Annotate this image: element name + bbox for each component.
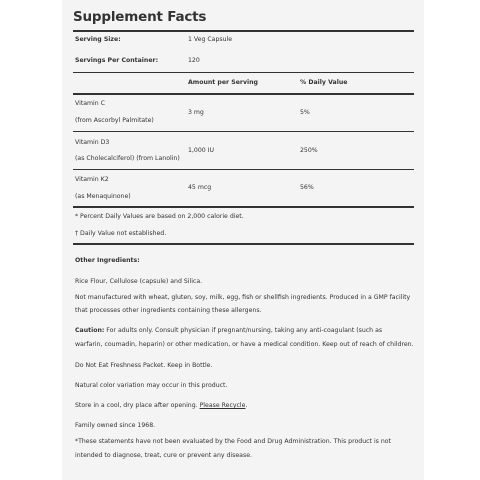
nutrient-amount: 3 mg [188, 109, 204, 116]
nutrient-divider [73, 169, 414, 170]
nutrient-daily-value: 250% [300, 147, 318, 154]
allergen-statement-line1: Not manufactured with wheat, gluten, soy, milk, egg, fish or shellfish ingredients. Produced in a GMP facility [75, 294, 411, 301]
servings-divider [73, 72, 414, 73]
nutrient-daily-value: 5% [300, 109, 310, 116]
amount-column-header: Amount per Serving [188, 79, 258, 86]
title-divider [73, 30, 414, 32]
nutrient-name: Vitamin C [75, 100, 105, 107]
panel-title: Supplement Facts [73, 9, 207, 25]
fda-disclaimer-line2: intended to diagnose, treat, cure or prevent any disease. [75, 452, 252, 459]
storage-end: . [245, 402, 248, 409]
other-ingredients-heading: Other Ingredients: [75, 257, 140, 264]
caution-line2: warfarin, coumadin, heparin) or other medication, or have a medical condition. Keep out of reach of children. [75, 341, 414, 348]
nutrient-amount: 45 mcg [188, 184, 212, 191]
allergen-statement-line2: that processes other ingredients containing these allergens. [75, 307, 262, 314]
nutrient-daily-value: 56% [300, 184, 314, 191]
caution-text: For adults only. Consult physician if pregnant/nursing, taking any anti-coagulant (such as [104, 327, 383, 334]
nutrient-source: (as Menaquinone) [75, 193, 131, 200]
storage-instructions [75, 401, 247, 410]
storage-text: Store in a cool, dry place after opening. [75, 402, 200, 409]
color-variation-note: Natural color variation may occur in this product. [75, 382, 228, 389]
nutrient-name: Vitamin D3 [75, 139, 110, 146]
header-divider [73, 93, 414, 95]
caution-line1 [75, 326, 382, 335]
serving-size-value: 1 Veg Capsule [188, 36, 233, 43]
nutrient-source: (as Cholecalciferol) (from Lanolin) [75, 155, 180, 162]
percent-dv-footnote: * Percent Daily Values are based on 2,000 calorie diet. [75, 213, 244, 220]
caution-label: Caution: [75, 327, 105, 334]
fda-disclaimer-line1: *These statements have not been evaluated by the Food and Drug Administration. This product is not [75, 438, 391, 445]
footnotes-divider [73, 243, 414, 245]
nutrient-name: Vitamin K2 [75, 176, 109, 183]
nutrients-end-divider [73, 206, 414, 208]
daily-value-column-header: % Daily Value [300, 79, 348, 86]
servings-per-container-label: Servings Per Container: [75, 57, 159, 64]
servings-per-container-value: 120 [188, 57, 200, 64]
family-owned-note: Family owned since 1968. [75, 422, 156, 429]
freshness-warning: Do Not Eat Freshness Packet. Keep in Bottle. [75, 362, 213, 369]
dv-not-established-footnote: † Daily Value not established. [75, 230, 167, 237]
serving-size-label: Serving Size: [75, 36, 121, 43]
nutrient-source: (from Ascorbyl Palmitate) [75, 117, 154, 124]
nutrient-amount: 1,000 IU [188, 147, 215, 154]
nutrient-divider [73, 131, 414, 132]
recycle-link[interactable]: Please Recycle [199, 402, 246, 409]
other-ingredients-text: Rice Flour, Cellulose (capsule) and Silica. [75, 278, 203, 285]
